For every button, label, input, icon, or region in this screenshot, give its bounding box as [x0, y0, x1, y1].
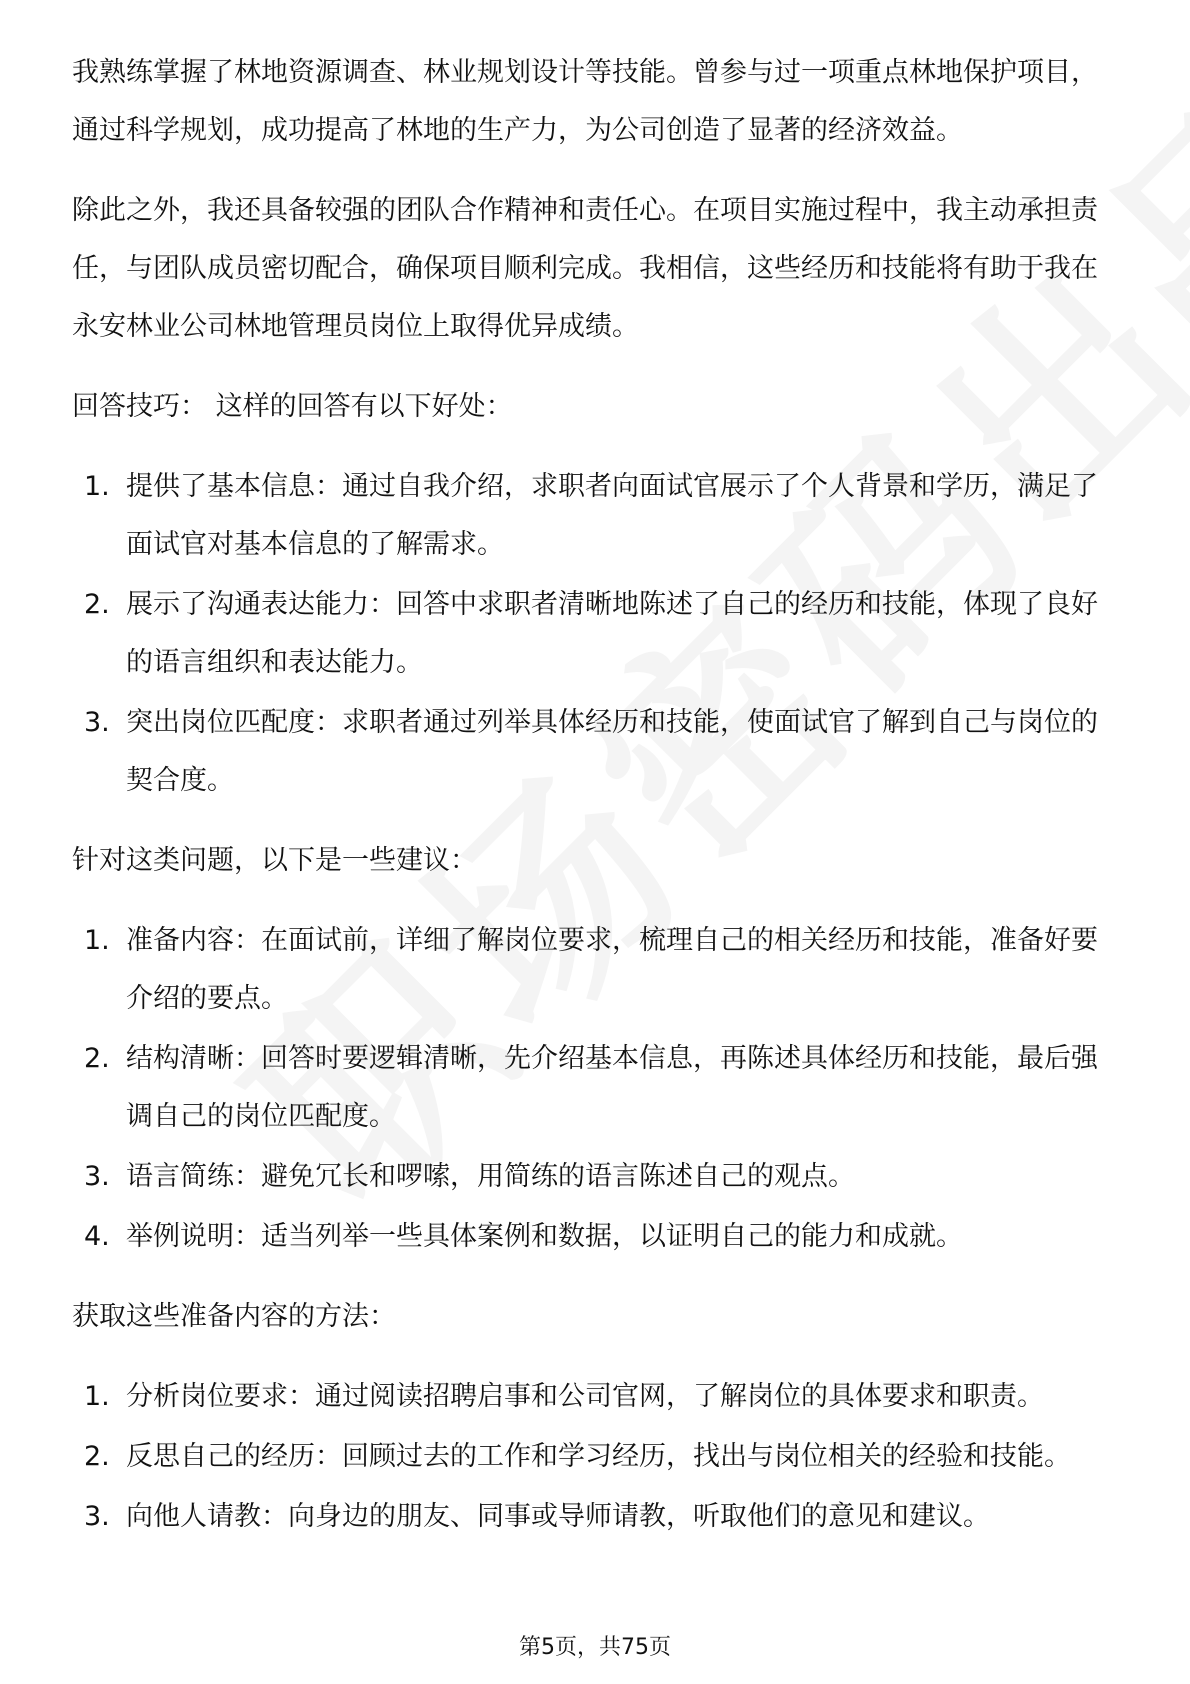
list-item	[72, 1428, 1122, 1486]
tips-heading: 回答技巧： 这样的回答有以下好处：	[72, 391, 513, 422]
list-item	[72, 1368, 1122, 1426]
list-item	[72, 912, 1122, 1028]
list-number: 1.	[84, 471, 110, 502]
methods-list	[72, 1368, 1122, 1546]
list-number: 2.	[84, 1043, 110, 1074]
list-item	[72, 1208, 1122, 1266]
list-item-text: 准备内容：在面试前，详细了解岗位要求，梳理自己的相关经历和技能，准备好要介绍的要点。	[126, 925, 1098, 1014]
paragraph-skills: 我熟练掌握了林地资源调查、林业规划设计等技能。曾参与过一项重点林地保护项目，通过科学规划，成功提高了林地的生产力，为公司创造了显著的经济效益。	[72, 57, 1098, 146]
list-item-text: 提供了基本信息：通过自我介绍，求职者向面试官展示了个人背景和学历，满足了面试官对基本信息的了解需求。	[126, 471, 1098, 560]
list-item-text: 分析岗位要求：通过阅读招聘启事和公司官网，了解岗位的具体要求和职责。	[126, 1381, 1044, 1412]
list-number: 1.	[84, 925, 110, 956]
list-number: 1.	[84, 1381, 110, 1412]
list-number: 3.	[84, 1501, 110, 1532]
advice-list	[72, 912, 1122, 1266]
list-item-text: 展示了沟通表达能力：回答中求职者清晰地陈述了自己的经历和技能，体现了良好的语言组织和表达能力。	[126, 589, 1098, 678]
methods-heading: 获取这些准备内容的方法：	[72, 1301, 396, 1332]
list-item	[72, 576, 1122, 692]
list-number: 3.	[84, 1161, 110, 1192]
list-number: 3.	[84, 707, 110, 738]
list-item-text: 反思自己的经历：回顾过去的工作和学习经历，找出与岗位相关的经验和技能。	[126, 1441, 1071, 1472]
list-item-text: 突出岗位匹配度：求职者通过列举具体经历和技能，使面试官了解到自己与岗位的契合度。	[126, 707, 1098, 796]
list-item-text: 语言简练：避免冗长和啰嗦，用简练的语言陈述自己的观点。	[126, 1161, 855, 1192]
list-item	[72, 1488, 1122, 1546]
advice-heading: 针对这类问题，以下是一些建议：	[72, 845, 477, 876]
list-item	[72, 458, 1122, 574]
tips-list	[72, 458, 1122, 810]
list-number: 4.	[84, 1221, 110, 1252]
list-item-text: 结构清晰：回答时要逻辑清晰，先介绍基本信息，再陈述具体经历和技能，最后强调自己的岗位匹配度。	[126, 1043, 1098, 1132]
list-item	[72, 1030, 1122, 1146]
list-number: 2.	[84, 589, 110, 620]
list-item	[72, 1148, 1122, 1206]
document-page	[72, 44, 1122, 1568]
list-item	[72, 694, 1122, 810]
list-number: 2.	[84, 1441, 110, 1472]
list-item-text: 举例说明：适当列举一些具体案例和数据，以证明自己的能力和成就。	[126, 1221, 963, 1252]
paragraph-teamwork: 除此之外，我还具备较强的团队合作精神和责任心。在项目实施过程中，我主动承担责任，与团队成员密切配合，确保项目顺利完成。我相信，这些经历和技能将有助于我在永安林业公司林地管理员岗位上取得优异成绩。	[72, 195, 1098, 342]
list-item-text: 向他人请教：向身边的朋友、同事或导师请教，听取他们的意见和建议。	[126, 1501, 990, 1532]
page-number: 第5页，共75页	[519, 1635, 671, 1660]
